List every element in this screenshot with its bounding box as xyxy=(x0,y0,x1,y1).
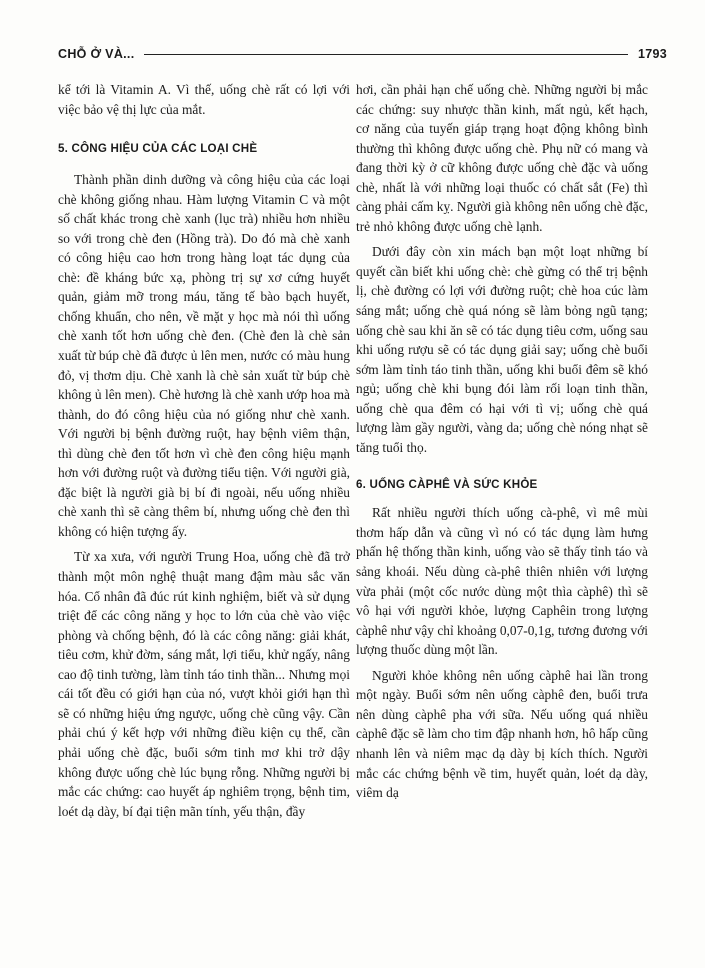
intro-continuation-paragraph: kể tới là Vitamin A. Vì thế, uống chè rất có lợi với việc bảo vệ thị lực của mắt. xyxy=(58,82,350,117)
section-5-paragraph-1: Thành phần dinh dưỡng và công hiệu của các loại chè không giống nhau. Hàm lượng Vitamin C và một số chất khác trong chè xanh (lục trà) nhiều hơn nhiều so với trong chè đen (Hồng trà). Do đó mà chè xanh có công hiệu cao hơn trong hàng loạt tác dụng của chè: đề kháng bức xạ, phòng trị sự xơ cứng huyết quản, giảm mỡ trong máu, tăng tế bào bạch huyết, chống khuẩn, cho nên, về mặt y học mà nói thì uống chè xanh tốt hơn uống chè đen. (Chè đen là chè sản xuất từ búp chè đã được ủ lên men, nước có màu hung đỏ, vị thơm dịu. Chè xanh là chè sản xuất từ búp chè không ủ lên men). Chè hương là chè xanh ướp hoa mà thành, do đó công hiệu của nó giống như chè xanh. Với người bị bệnh đường ruột, hay bệnh viêm thận, thì dùng chè đen tốt hơn vì chè đen công hiệu mạnh hơn với đường ruột và đường tiểu tiện. Với người già, đặc biệt là người già bị bí đi ngoài, nếu uống nhiều chè xanh thì sẽ càng thêm bí, nhưng uống chè đen thì không có hiện tượng ấy. xyxy=(58,172,350,539)
section-6-paragraph-2: Người khỏe không nên uống càphê hai lần trong một ngày. Buổi sớm nên uống càphê đen, buổi trưa nên dùng càphê pha với sữa. Nếu uống quá nhiều càphê đặc sẽ làm cho tim đập nhanh hơn, hô hấp cũng nhanh lên và niêm mạc dạ dày bị kích thích. Người mắc các chứng bệnh về tim, huyết quản, loét dạ dày, viêm dạ xyxy=(356,667,648,801)
section-6-heading: 6. UỐNG CÀPHÊ VÀ SỨC KHỎE xyxy=(356,478,538,492)
section-5-paragraph-2: Từ xa xưa, với người Trung Hoa, uống chè đã trở thành một môn nghệ thuật mang đậm màu sắc văn hóa. Cổ nhân đã đúc rút kinh nghiệm, biết và sử dụng triệt để các công năng y học to lớn của chè vào việc phòng và chống bệnh, đó là các công năng: giải khát, tiêu cơm, khử đờm, sáng mắt, lợi tiểu, khử ngấy, nâng cao độ tinh tường, làm tỉnh táo tinh thần... Nhưng mọi cái tốt đều có giới hạn của nó, vượt khỏi giới hạn thì sẽ có những hiệu ứng ngược, uống chè cũng vậy. Cần phải chú ý kết hợp với những điều kiện cụ thể, cần phải uống chè đặc, buổi sớm tinh mơ khi trở dậy không được uống chè lúc bụng rỗng. Những người bị mắc các chứng: cao huyết áp nghiêm trọng, bệnh tim, loét dạ dày, bí đại tiện mãn tính, yếu thận, đầy xyxy=(58,549,350,819)
running-title: CHỖ Ở VÀ... xyxy=(58,47,135,61)
page-number: 1793 xyxy=(637,47,667,61)
section-5-heading: 5. CÔNG HIỆU CỦA CÁC LOẠI CHÈ xyxy=(58,142,258,156)
tea-tips-paragraph: Dưới đây còn xin mách bạn một loạt những bí quyết cần biết khi uống chè: chè gừng có thể trị bệnh lị, chè đường có lợi với đường ruột; chè hoa cúc làm sáng mắt; uống chè quá nóng sẽ làm bỏng ngũ tạng; uống chè sau khi ăn sẽ có tác dụng tiêu cơm, uống sau khi uống rượu sẽ có tác dụng giải say; uống chè buổi sớm làm tỉnh táo tinh thần, uống khi buổi đêm sẽ khó ngủ; uống chè khi bụng đói làm rối loạn tinh thần, uống chè qua đêm có hại với tì vị; uống chè quá lượng làm gầy người, vàng da; uống chè nóng nhạt sẽ tăng tuổi thọ. xyxy=(356,244,648,455)
section-6-paragraph-1: Rất nhiều người thích uống cà-phê, vì mê mùi thơm hấp dẫn và cũng vì nó có tác dụng làm hưng phấn hệ thống thần kinh, uống vào sẽ thấy tỉnh táo và sảng khoái. Nếu dùng cà-phê thiên nhiên với lượng vừa phải (một cốc nước dùng một thìa càphê) thì sẽ vô hại với người khỏe, lượng Caphêin trong lượng càphê như vậy chỉ khoảng 0,07-0,1g, tương đương với lượng thuốc dùng một lần. xyxy=(356,505,648,658)
right-column xyxy=(356,80,648,803)
header-rule xyxy=(144,54,628,55)
left-column xyxy=(58,80,350,821)
continuation-paragraph: hơi, cần phải hạn chế uống chè. Những người bị mắc các chứng: suy nhược thần kinh, mất ngủ, kết hạch, cơ năng của tuyến giáp trạng hoạt động không bình thường thì không được uống chè. Phụ nữ có mang và đang thời kỳ ở cữ không được uống chè đặc và uống chè, nhất là với những loại thuốc có chất sắt (Fe) thì càng phải cấm kỵ. Người già không nên uống chè đặc, trẻ nhỏ không được uống chè lạnh. xyxy=(356,82,648,234)
running-header xyxy=(58,44,667,64)
